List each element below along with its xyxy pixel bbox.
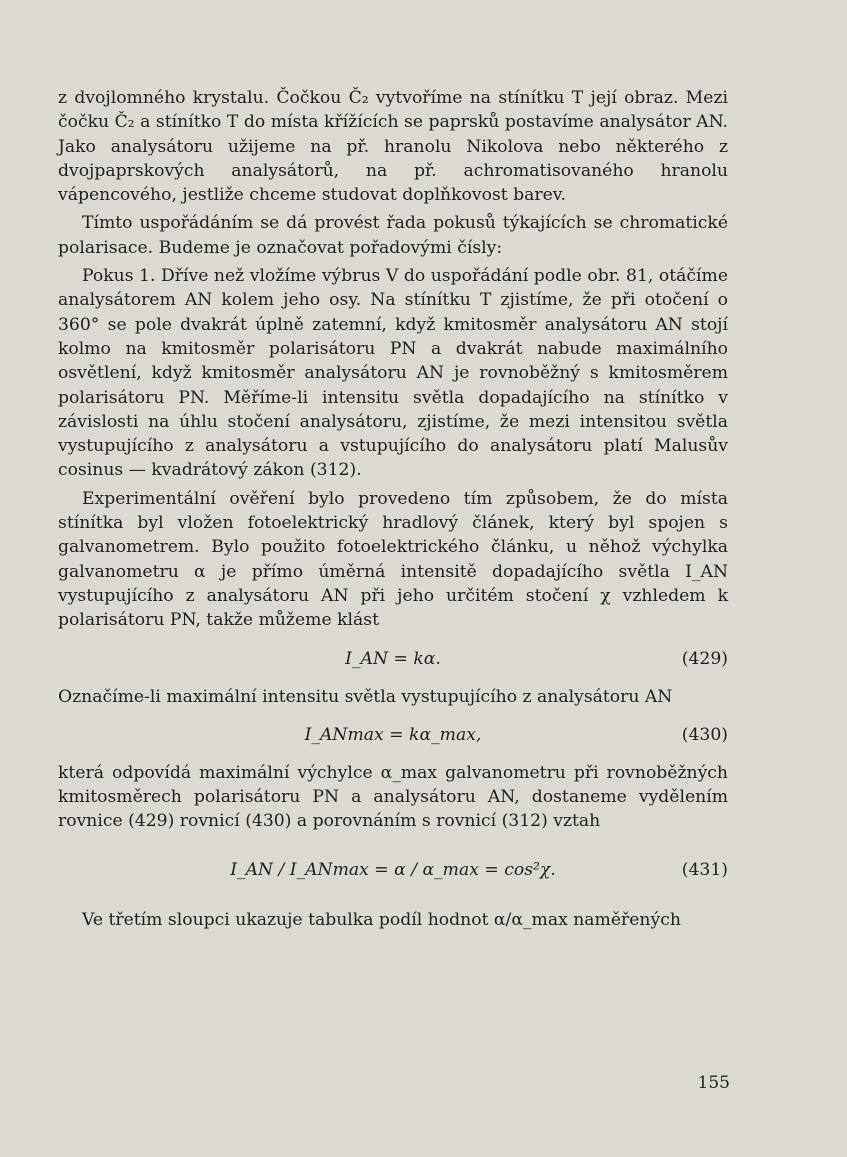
equation-431-number: (431) xyxy=(681,859,728,880)
paragraph-experiment: Experimentální ověření bylo provedeno tím způsobem, že do místa stínítka byl vložen fotoelektrický hradlový článek, který byl spojen s galvanometrem. Bylo použito fotoelektrického článku, u něhož výchylka galvanometru α je přímo úměrná intensitě dopadajícího světla I_AN vystupujícího z analysátoru AN při jeho určitém stočení χ vzhledem k polarisátoru PN, takže můžeme klást xyxy=(58,488,728,631)
paragraph-maximum: Označíme-li maximální intensitu světla vystupujícího z analysátoru AN xyxy=(58,686,673,707)
page-body xyxy=(58,86,728,936)
page-number: 155 xyxy=(697,1073,730,1093)
equation-431 xyxy=(58,840,728,902)
equation-430 xyxy=(58,715,728,755)
paragraph-2: Tímto uspořádáním se dá provést řada pokusů týkajících se chromatické polarisace. Budeme je označovat pořadovými čísly: xyxy=(58,213,728,258)
paragraph-1: z dvojlomného krystalu. Čočkou Č₂ vytvoříme na stínítku T její obraz. Mezi čočku Č₂ a stínítko T do místa křížících se paprsků postavíme analysátor AN. Jako analysátoru užijeme na př. hranolu Nikolova nebo některého z dvojpaprskových analysátorů, na př. achromatisovaného hranolu vápencového, jestliže chceme studovat doplňkovost barev. xyxy=(58,88,728,206)
equation-431-expr: I_AN / I_ANmax = α / α_max = cos²χ. xyxy=(230,859,556,880)
paragraph-derivation: která odpovídá maximální výchylce α_max galvanometru při rovnoběžných kmitosměrech polarisátoru PN a analysátoru AN, dostaneme vydělením rovnice (429) rovnicí (430) a porovnáním s rovnicí (312) vztah xyxy=(58,762,728,832)
equation-429-number: (429) xyxy=(681,648,728,669)
equation-430-number: (430) xyxy=(681,724,728,745)
equation-430-expr: I_ANmax = kα_max, xyxy=(304,724,482,745)
equation-429-expr: I_AN = kα. xyxy=(345,648,441,669)
paragraph-pokus-1: Pokus 1. Dříve než vložíme výbrus V do uspořádání podle obr. 81, otáčíme analysátorem AN kolem jeho osy. Na stínítku T zjistíme, že při otočení o 360° se pole dvakrát úplně zatemní, když kmitosměr analysátoru AN stojí kolmo na kmitosměr polarisátoru PN a dvakrát nabude maximálního osvětlení, když kmitosměr analysátoru AN je rovnoběžný s kmitosměrem polarisátoru PN. Měříme-li intensitu světla dopadajícího na stínítko v závislosti na úhlu stočení analysátoru, zjistíme, že mezi intensitou světla vystupujícího z analysátoru a vstupujícího do analysátoru platí Malusův cosinus — kvadrátový zákon (312). xyxy=(58,266,728,481)
paragraph-table-ref: Ve třetím sloupci ukazuje tabulka podíl hodnot α/α_max naměřených xyxy=(82,909,681,930)
equation-429 xyxy=(58,639,728,679)
